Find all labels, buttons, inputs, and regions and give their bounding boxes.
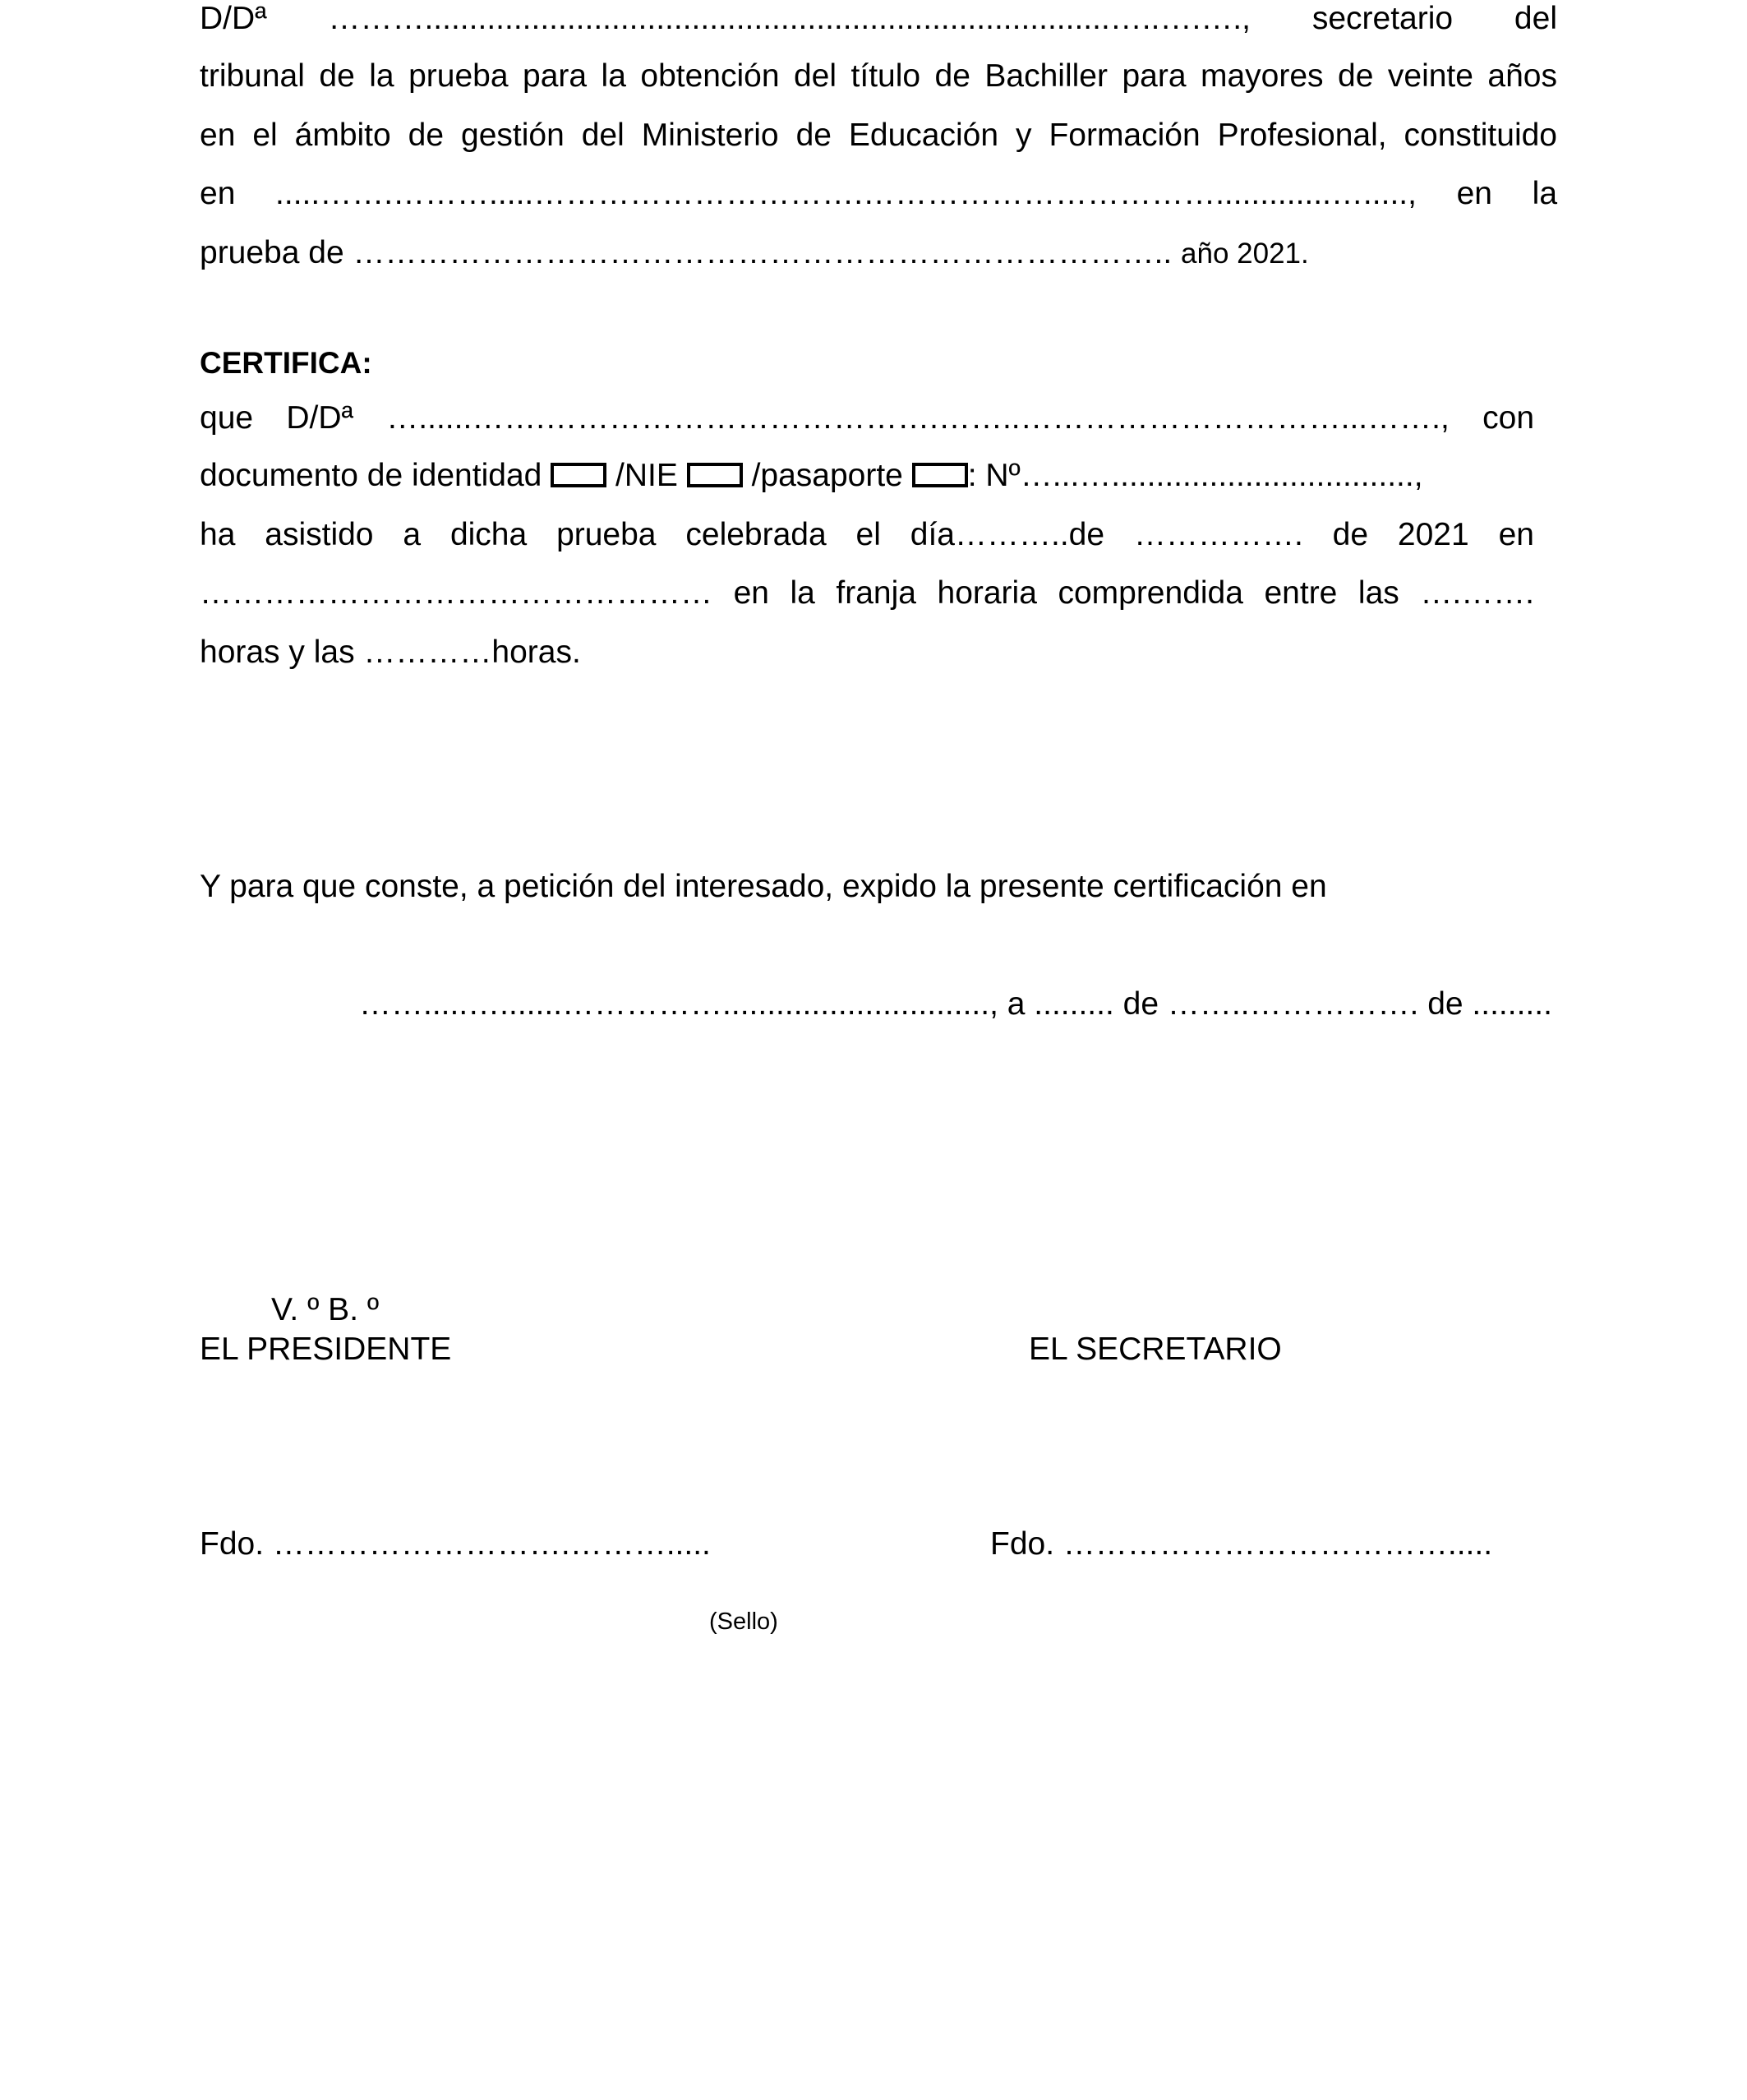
location-blank: ………………………………………… (200, 575, 712, 611)
pasaporte-checkbox[interactable] (912, 463, 968, 487)
intro-line-5 (200, 234, 1309, 273)
intro-line-4 (200, 175, 1557, 213)
intro-line-1 (200, 0, 1557, 38)
word-el: el (855, 517, 881, 552)
time-range-text: en la franja horaria comprendida entre las ….……. (733, 575, 1534, 611)
certifica-con-word: con (1482, 400, 1535, 436)
certifica-line-1 (200, 399, 1534, 437)
certifica-line-4 (200, 575, 1534, 612)
certifica-line-5: horas y las …………horas. (200, 635, 581, 670)
closing-text: Y para que conste, a petición del interesado, expido la presente certificación en (200, 869, 1327, 904)
president-label: EL PRESIDENTE (200, 1332, 452, 1367)
certifica-que-word: que (200, 400, 254, 436)
document-number-blank: : Nº…...….................................., (967, 458, 1423, 493)
nie-checkbox[interactable] (687, 463, 743, 487)
certifica-dda-label: D/Dª (286, 400, 353, 436)
certifica-name-blank: …......…….……………………………….……..…………………………...……., (386, 400, 1450, 436)
intro-dda-label: D/Dª (200, 1, 267, 36)
year-2021: 2021 (1397, 517, 1469, 552)
intro-place-blank: .....…….……….....………………………….…………………………….............…....., (275, 176, 1417, 211)
president-signature-line: Fdo. ……………………….………..... (200, 1526, 711, 1562)
intro-year: año 2021. (1181, 238, 1309, 270)
intro-la-word: la (1532, 176, 1558, 211)
word-en: en (1498, 517, 1534, 552)
word-de: de (1332, 517, 1369, 552)
certifica-line-3 (200, 516, 1534, 554)
month-blank: ……………. (1133, 517, 1303, 552)
id-document-label: documento de identidad (200, 458, 542, 493)
day-blank: día………..de (910, 517, 1105, 552)
word-dicha: dicha (449, 517, 528, 552)
intro-prueba-blank: ………………………………………………………………….. (353, 235, 1173, 270)
word-a: a (403, 517, 422, 552)
word-asistido: asistido (265, 517, 374, 552)
seal-label: (Sello) (709, 1608, 778, 1635)
intro-en-label: en (200, 176, 236, 211)
intro-line-2: tribunal de la prueba para la obtención del título de Bachiller para mayores de veinte años (200, 58, 1557, 94)
word-celebrada: celebrada (685, 517, 827, 552)
pasaporte-label: /pasaporte (751, 458, 903, 493)
intro-en-word: en (1456, 176, 1492, 211)
intro-line-3: en el ámbito de gestión del Ministerio de Educación y Formación Profesional, constituido (200, 118, 1557, 153)
nie-label: /NIE (615, 458, 678, 493)
certifica-line-2 (200, 457, 1534, 495)
intro-name-blank: ……….............................................................................…..….…., (328, 1, 1251, 36)
place-date-line: …….....….......…………….............................., a ......... de ……..……………. de ......... (359, 986, 1552, 1022)
intro-secretary-text: secretario del (1311, 1, 1557, 36)
secretary-signature-line: Fdo. ………………………………..... (990, 1526, 1493, 1562)
word-ha: ha (200, 517, 236, 552)
secretary-label: EL SECRETARIO (1029, 1332, 1282, 1367)
word-prueba: prueba (556, 517, 657, 552)
certifica-heading: CERTIFICA: (200, 346, 372, 380)
vobo-label: V. º B. º (271, 1292, 380, 1327)
dni-checkbox[interactable] (551, 463, 606, 487)
intro-prueba-label: prueba de (200, 235, 344, 270)
